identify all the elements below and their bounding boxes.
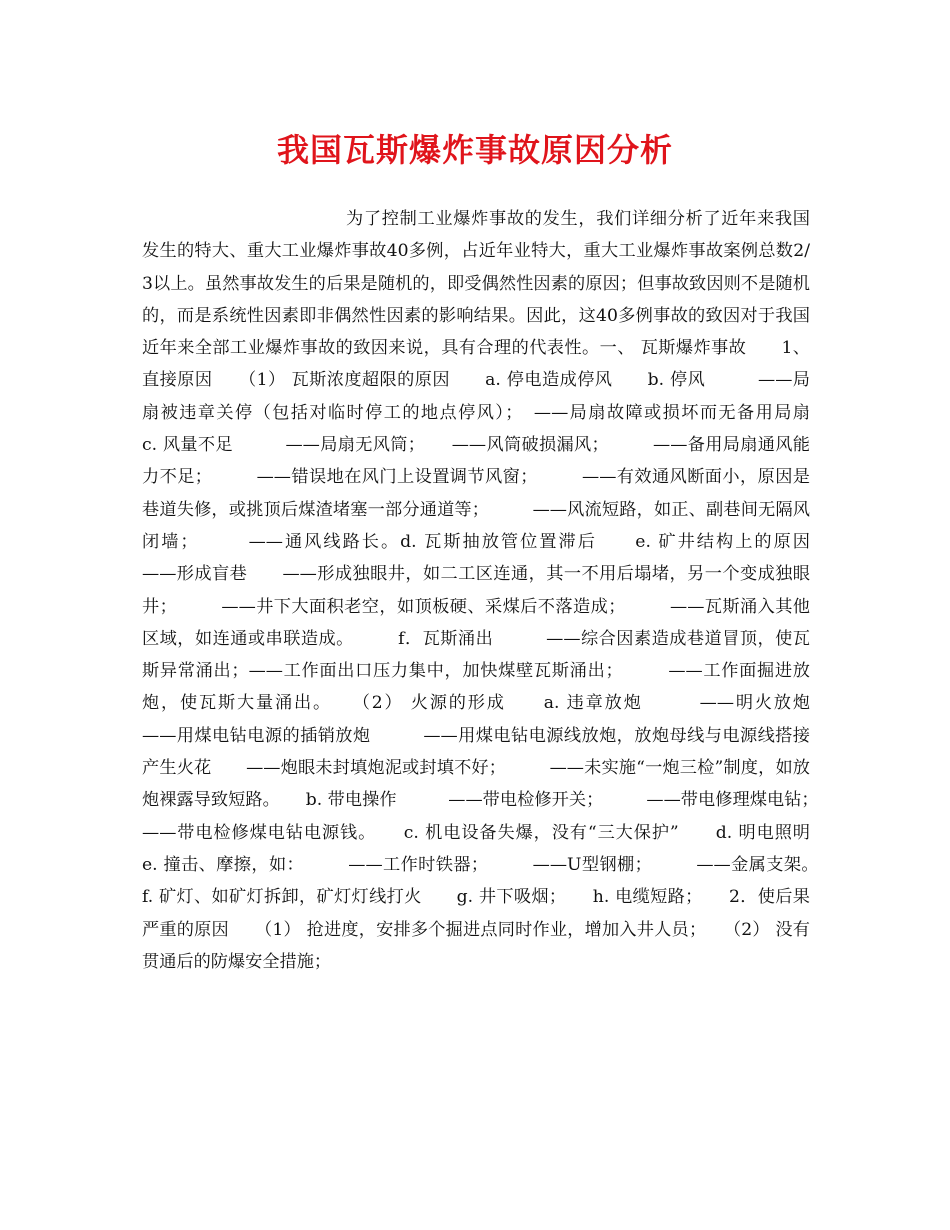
document-title: 我国瓦斯爆炸事故原因分析 xyxy=(276,131,673,169)
document-body: 为了控制工业爆炸事故的发生，我们详细分析了近年来我国发生的特大、重大工业爆炸事故40多例，占近年业特大，重大工业爆炸事故案例总数2/3以上。虽然事故发生的后果是随机的，即受偶然性因素的原因；但事故致因则不是随机的，而是系统性因素即非偶然性因素的影响结果。因此，这40多例事故的致因对于我国近年来全部工业爆炸事故的致因来说，具有合理的代表性。一、 瓦斯爆炸事故 1、 直接原因 （1） 瓦斯浓度超限的原因 a. 停电造成停风 b. 停风 ——局扇被违章关停（包括对临时停工的地点停风）； ——局扇故障或损坏而无备用局扇 c. 风量不足 ——局扇无风筒； ——风筒破损漏风； ——备用局扇通风能力不足； ——错误地在风门上设置调节风窗； ——有效通风断面小，原因是巷道失修，或挑顶后煤渣堵塞一部分通道等； ——风流短路，如正、副巷间无隔风闭墙； ——通风线路长。d. 瓦斯抽放管位置滞后 e. 矿井结构上的原因 ——形成盲巷 ——形成独眼井，如二工区连通，其一不用后塌堵，另一个变成独眼井； ——井下大面积老空，如顶板硬、采煤后不落造成； ——瓦斯涌入其他区域，如连通或串联造成。 f．瓦斯涌出 ——综合因素造成巷道冒顶，使瓦斯异常涌出；——工作面出口压力集中，加快煤壁瓦斯涌出； ——工作面掘进放炮，使瓦斯大量涌出。 （2） 火源的形成 a. 违章放炮 ——明火放炮 ——用煤电钻电源的插销放炮 ——用煤电钻电源线放炮，放炮母线与电源线搭接产生火花 ——炮眼未封填炮泥或封填不好； ——未实施“一炮三检”制度，如放炮裸露导致短路。 b. 带电操作 ——带电检修开关； ——带电修理煤电钻； ——带电检修煤电钻电源钱。 c. 机电设备失爆，没有“三大保护” d. 明电照明 e. 撞击、摩擦，如： ——工作时铁器； ——U型钢棚； ——金属支架。 f. 矿灯、如矿灯拆卸，矿灯灯线打火 g. 井下吸烟； h. 电缆短路； 2．使后果严重的原因 （1） 抢进度，安排多个掘进点同时作业，增加入井人员； （2） 没有贯通后的防爆安全措施； xyxy=(142,209,862,972)
